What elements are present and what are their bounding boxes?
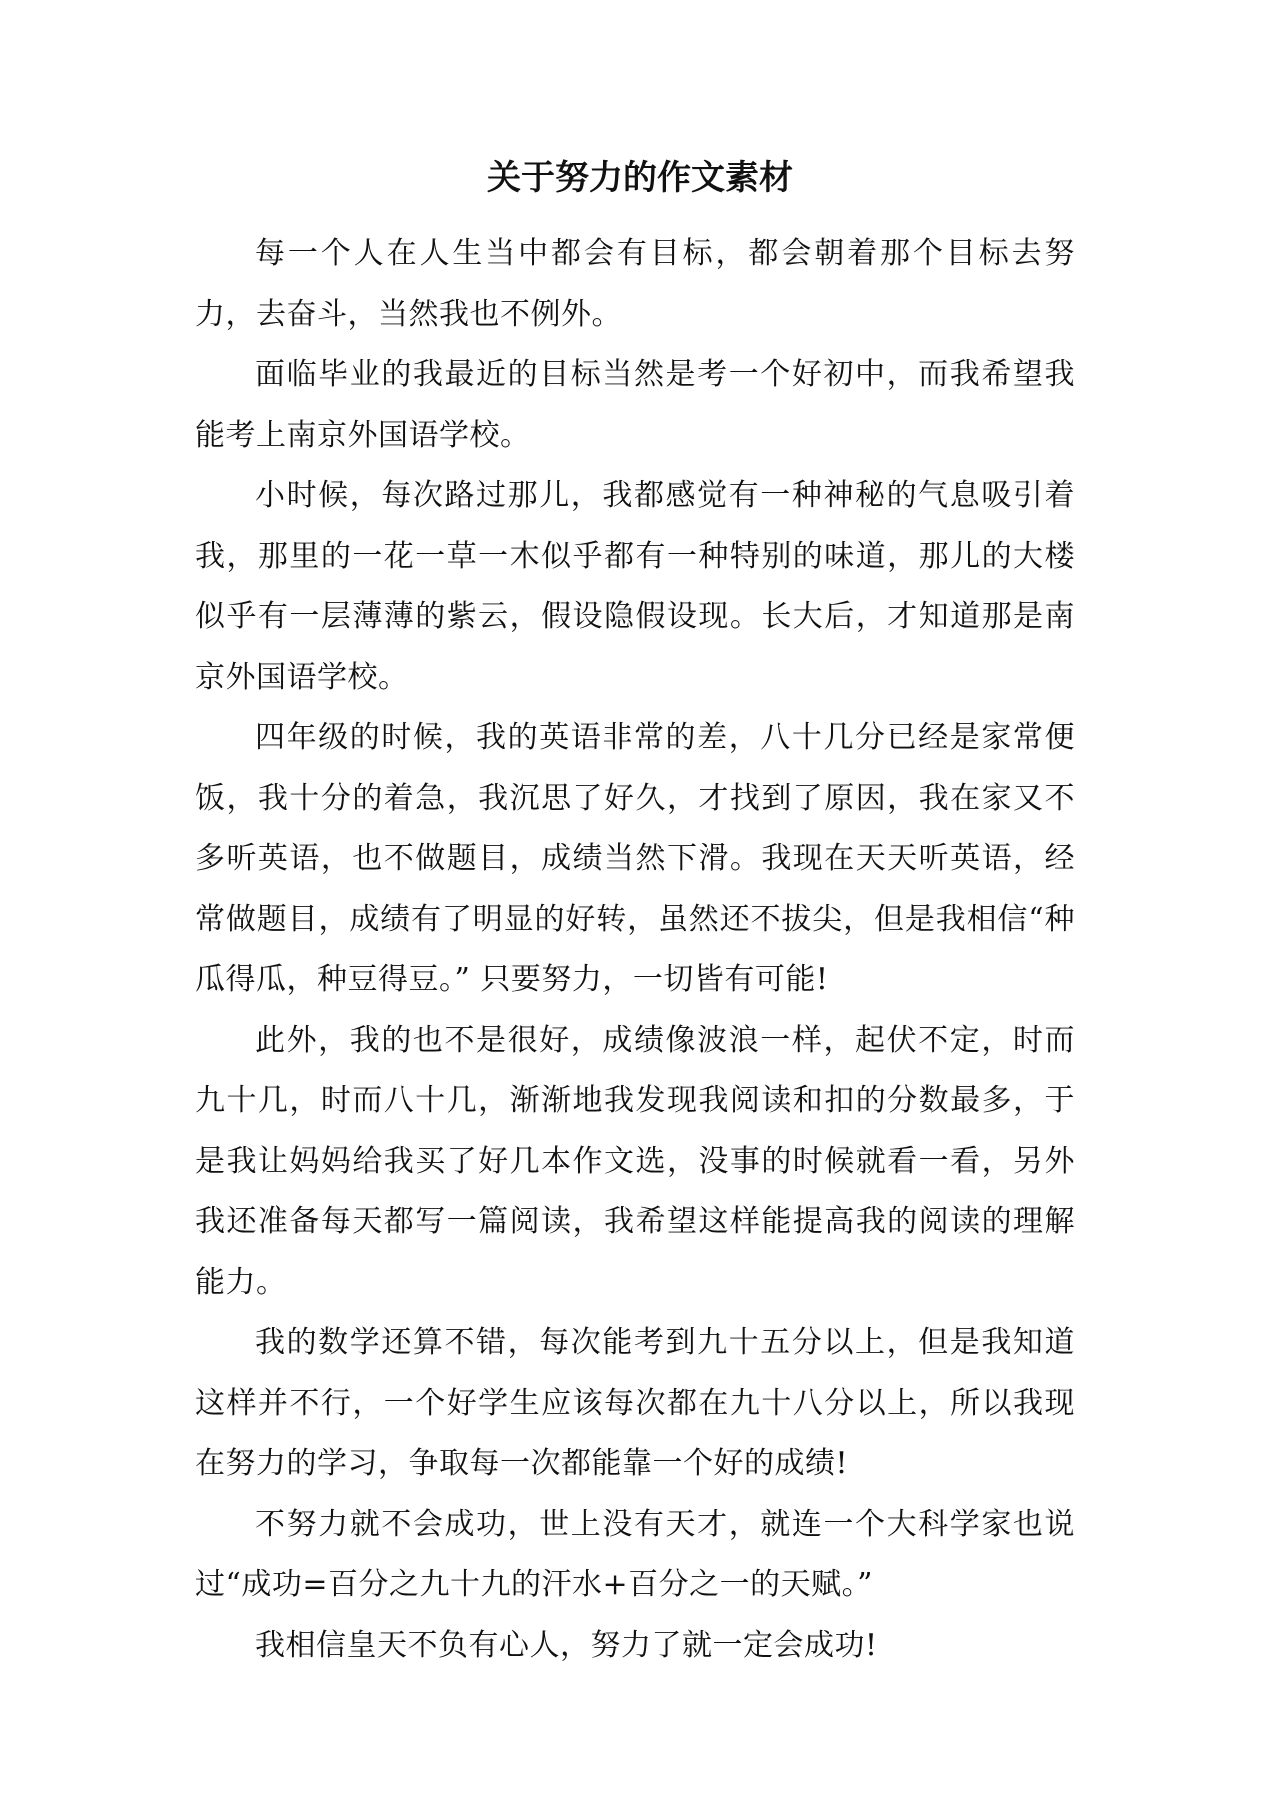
document-title: 关于努力的作文素材: [487, 158, 793, 198]
paragraph: 不努力就不会成功，世上没有天才，就连一个大科学家也说过“成功=百分之九十九的汗水+百分之一的天赋。”: [195, 1506, 1075, 1602]
document-body: [195, 224, 1075, 1676]
paragraph: 我的数学还算不错，每次能考到九十五分以上，但是我知道这样并不行，一个好学生应该每次都在九十八分以上，所以我现在努力的学习，争取每一次都能靠一个好的成绩!: [195, 1325, 1075, 1481]
paragraph: 小时候，每次路过那儿，我都感觉有一种神秘的气息吸引着我，那里的一花一草一木似乎都有一种特别的味道，那儿的大楼似乎有一层薄薄的紫云，假设隐假设现。长大后，才知道那是南京外国语学校。: [195, 478, 1075, 695]
paragraph: 面临毕业的我最近的目标当然是考一个好初中，而我希望我能考上南京外国语学校。: [195, 357, 1075, 453]
paragraph: 四年级的时候，我的英语非常的差，八十几分已经是家常便饭，我十分的着急，我沉思了好久，才找到了原因，我在家又不多听英语，也不做题目，成绩当然下滑。我现在天天听英语，经常做题目，成绩有了明显的好转，虽然还不拔尖，但是我相信“种瓜得瓜，种豆得豆。” 只要努力，一切皆有可能!: [195, 720, 1075, 997]
paragraph: 此外，我的也不是很好，成绩像波浪一样，起伏不定，时而九十几，时而八十几，渐渐地我发现我阅读和扣的分数最多，于是我让妈妈给我买了好几本作文选，没事的时候就看一看，另外我还准备每天都写一篇阅读，我希望这样能提高我的阅读的理解能力。: [195, 1022, 1075, 1300]
paragraph: 每一个人在人生当中都会有目标，都会朝着那个目标去努力，去奋斗，当然我也不例外。: [195, 236, 1075, 332]
paragraph: 我相信皇天不负有心人，努力了就一定会成功!: [255, 1627, 878, 1663]
